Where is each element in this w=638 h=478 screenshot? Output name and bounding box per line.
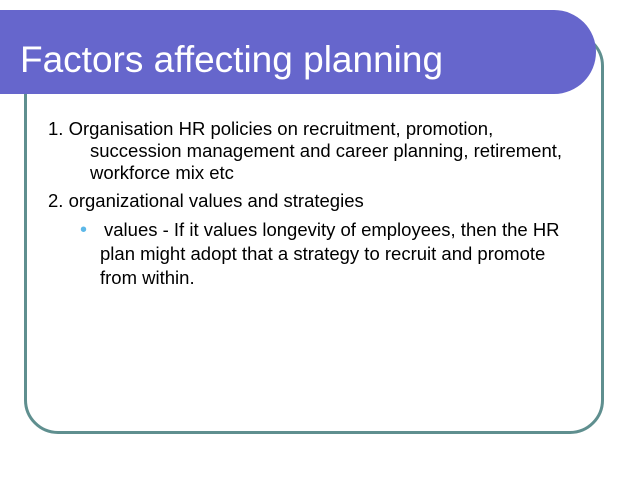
title-bar xyxy=(0,10,596,94)
list-item-2: 2. organizational values and strategies xyxy=(48,190,364,211)
slide-content xyxy=(48,118,578,290)
list-item-1: 1. Organisation HR policies on recruitment, promotion, succession management and career planning, retirement, workforce mix etc xyxy=(48,118,563,183)
sub-bullet-item xyxy=(48,218,578,290)
sub-bullet-text: values - If it values longevity of employees, then the HR plan might adopt that a strategy to recruit and promote from within. xyxy=(100,219,560,288)
bullet-dot-icon: • xyxy=(80,219,88,241)
slide-title: Factors affecting planning xyxy=(20,39,444,80)
